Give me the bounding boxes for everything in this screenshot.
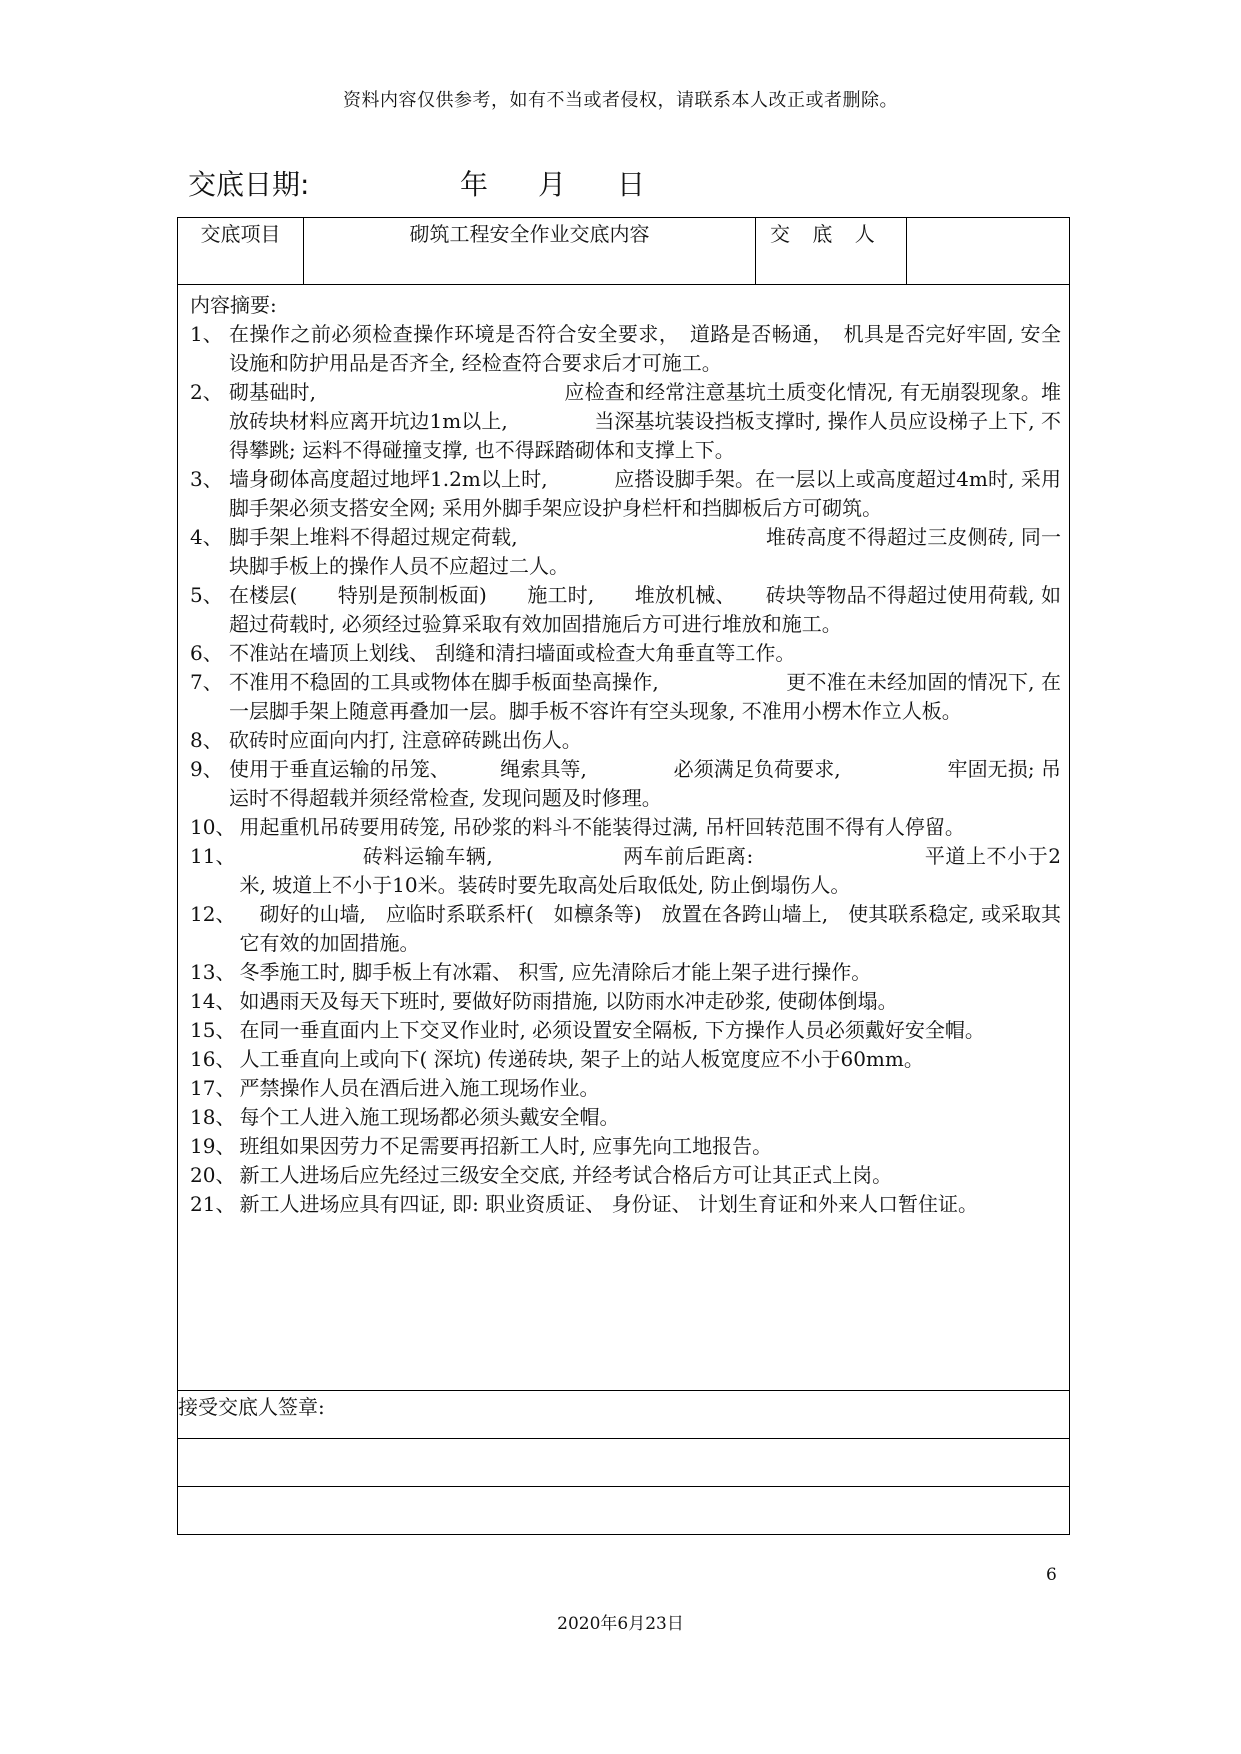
list-item bbox=[190, 1190, 1061, 1219]
item-text: 每个工人进入施工现场都必须头戴安全帽。 bbox=[239, 1105, 620, 1129]
date-day: 日 bbox=[617, 168, 646, 201]
list-item bbox=[190, 755, 1061, 813]
item-text: 如遇雨天及每天下班时, 要做好防雨措施, 以防雨水冲走砂浆, 使砌体倒塌。 bbox=[239, 989, 898, 1013]
content-cell bbox=[178, 285, 1070, 1391]
list-item bbox=[190, 1103, 1061, 1132]
item-text: 在操作之前必须检查操作环境是否符合安全要求， 道路是否畅通， 机具是否完好牢固, 安全设施和防护用品是否齐全, 经检查符合要求后才可施工。 bbox=[229, 322, 1061, 375]
item-text: 新工人进场应具有四证, 即: 职业资质证、 身份证、 计划生育证和外来人口暂住证。 bbox=[239, 1192, 978, 1216]
list-item bbox=[190, 639, 1061, 668]
date-month: 月 bbox=[538, 168, 567, 201]
disclaimer-text: 资料内容仅供参考，如有不当或者侵权，请联系本人改正或者删除。 bbox=[343, 90, 898, 111]
blank-row bbox=[178, 1439, 1070, 1487]
item-text: 墙身砌体高度超过地坪1.2m以上时, 应搭设脚手架。在一层以上或高度超过4m时, 采用脚手架必须支搭安全网; 采用外脚手架应设护身栏杆和挡脚板后方可砌筑。 bbox=[229, 467, 1061, 520]
signature-row bbox=[178, 1391, 1070, 1439]
item-number: 16、 bbox=[190, 1047, 236, 1071]
summary-label: 内容摘要: bbox=[190, 293, 277, 317]
blank-cell bbox=[178, 1439, 1070, 1487]
item-text: 砌基础时, 应检查和经常注意基坑土质变化情况, 有无崩裂现象。堆放砖块材料应离开坑边1m以上, 当深基坑装设挡板支撑时, 操作人员应设梯子上下, 不得攀跳; 运料不得碰撞支撑, 也不得踩踏砌体和支撑上下。 bbox=[229, 380, 1061, 462]
item-number: 8、 bbox=[190, 728, 223, 752]
list-item bbox=[190, 1132, 1061, 1161]
briefing-table bbox=[177, 217, 1070, 1535]
item-text: 冬季施工时, 脚手板上有冰霜、 积雪, 应先清除后才能上架子进行操作。 bbox=[239, 960, 872, 984]
item-number: 18、 bbox=[190, 1105, 236, 1129]
item-number: 7、 bbox=[190, 670, 223, 694]
blank-cell bbox=[178, 1487, 1070, 1535]
item-text: 脚手架上堆料不得超过规定荷载, 堆砖高度不得超过三皮侧砖, 同一块脚手板上的操作人员不应超过二人。 bbox=[229, 525, 1061, 578]
list-item bbox=[190, 668, 1061, 726]
date-label: 交底日期: bbox=[188, 168, 310, 201]
item-number: 15、 bbox=[190, 1018, 236, 1042]
item-text: 严禁操作人员在酒后进入施工现场作业。 bbox=[239, 1076, 600, 1100]
item-text: 用起重机吊砖要用砖笼, 吊砂浆的料斗不能装得过满, 吊杆回转范围不得有人停留。 bbox=[239, 815, 965, 839]
list-item bbox=[190, 726, 1061, 755]
item-number: 6、 bbox=[190, 641, 223, 665]
item-text: 砍砖时应面向内打, 注意碎砖跳出伤人。 bbox=[229, 728, 582, 752]
item-number: 5、 bbox=[190, 583, 223, 607]
list-item bbox=[190, 320, 1061, 378]
list-item bbox=[190, 958, 1061, 987]
list-item bbox=[190, 987, 1061, 1016]
list-item bbox=[190, 465, 1061, 523]
list-item bbox=[190, 1045, 1061, 1074]
list-item bbox=[190, 1016, 1061, 1045]
item-number: 1、 bbox=[190, 322, 223, 346]
item-number: 13、 bbox=[190, 960, 236, 984]
item-text: 砌好的山墙, 应临时系联系杆( 如檩条等) 放置在各跨山墙上, 使其联系稳定, 或采取其它有效的加固措施。 bbox=[239, 902, 1061, 955]
item-text: 人工垂直向上或向下( 深坑) 传递砖块, 架子上的站人板宽度应不小于60mm。 bbox=[239, 1047, 924, 1071]
item-number: 12、 bbox=[190, 902, 236, 926]
list-item bbox=[190, 523, 1061, 581]
item-number: 20、 bbox=[190, 1163, 236, 1187]
list-item bbox=[190, 378, 1061, 465]
list-item bbox=[190, 581, 1061, 639]
item-text: 在同一垂直面内上下交叉作业时, 必须设置安全隔板, 下方操作人员必须戴好安全帽。 bbox=[239, 1018, 985, 1042]
item-number: 21、 bbox=[190, 1192, 236, 1216]
item-number: 9、 bbox=[190, 757, 223, 781]
item-number: 4、 bbox=[190, 525, 223, 549]
content-body bbox=[178, 285, 1069, 1219]
page-number: 6 bbox=[1046, 1565, 1057, 1585]
item-text: 使用于垂直运输的吊笼、 绳索具等, 必须满足负荷要求, 牢固无损; 吊运时不得超载并须经常检查, 发现问题及时修理。 bbox=[229, 757, 1061, 810]
list-item bbox=[190, 900, 1061, 958]
item-text: 砖料运输车辆, 两车前后距离: 平道上不小于2米, 坡道上不小于10米。装砖时要先取高处后取低处, 防止倒塌伤人。 bbox=[239, 844, 1061, 897]
project-value: 砌筑工程安全作业交底内容 bbox=[304, 218, 756, 285]
item-number: 2、 bbox=[190, 380, 223, 404]
list-item bbox=[190, 1074, 1061, 1103]
list-item bbox=[190, 813, 1061, 842]
item-number: 14、 bbox=[190, 989, 236, 1013]
item-text: 不准用不稳固的工具或物体在脚手板面垫高操作, 更不准在未经加固的情况下, 在一层脚手架上随意再叠加一层。脚手板不容许有空头现象, 不准用小楞木作立人板。 bbox=[229, 670, 1061, 723]
item-number: 11、 bbox=[190, 844, 236, 868]
signature-label: 接受交底人签章: bbox=[178, 1391, 1070, 1439]
item-number: 3、 bbox=[190, 467, 223, 491]
date-year: 年 bbox=[460, 168, 489, 201]
item-number: 19、 bbox=[190, 1134, 236, 1158]
item-number: 17、 bbox=[190, 1076, 236, 1100]
content-row bbox=[178, 285, 1070, 1391]
presenter-label: 交 底 人 bbox=[756, 218, 907, 285]
list-item bbox=[190, 842, 1061, 900]
presenter-value bbox=[907, 218, 1070, 285]
item-text: 不准站在墙顶上划线、 刮缝和清扫墙面或检查大角垂直等工作。 bbox=[229, 641, 796, 665]
item-text: 班组如果因劳力不足需要再招新工人时, 应事先向工地报告。 bbox=[239, 1134, 773, 1158]
header-row bbox=[178, 218, 1070, 285]
list-item bbox=[190, 1161, 1061, 1190]
blank-row bbox=[178, 1487, 1070, 1535]
project-label: 交底项目 bbox=[178, 218, 304, 285]
item-text: 在楼层( 特别是预制板面) 施工时, 堆放机械、 砖块等物品不得超过使用荷载, 如超过荷载时, 必须经过验算采取有效加固措施后方可进行堆放和施工。 bbox=[229, 583, 1061, 636]
item-text: 新工人进场后应先经过三级安全交底, 并经考试合格后方可让其正式上岗。 bbox=[239, 1163, 893, 1187]
item-number: 10、 bbox=[190, 815, 236, 839]
footer-date: 2020年6月23日 bbox=[557, 1614, 684, 1634]
